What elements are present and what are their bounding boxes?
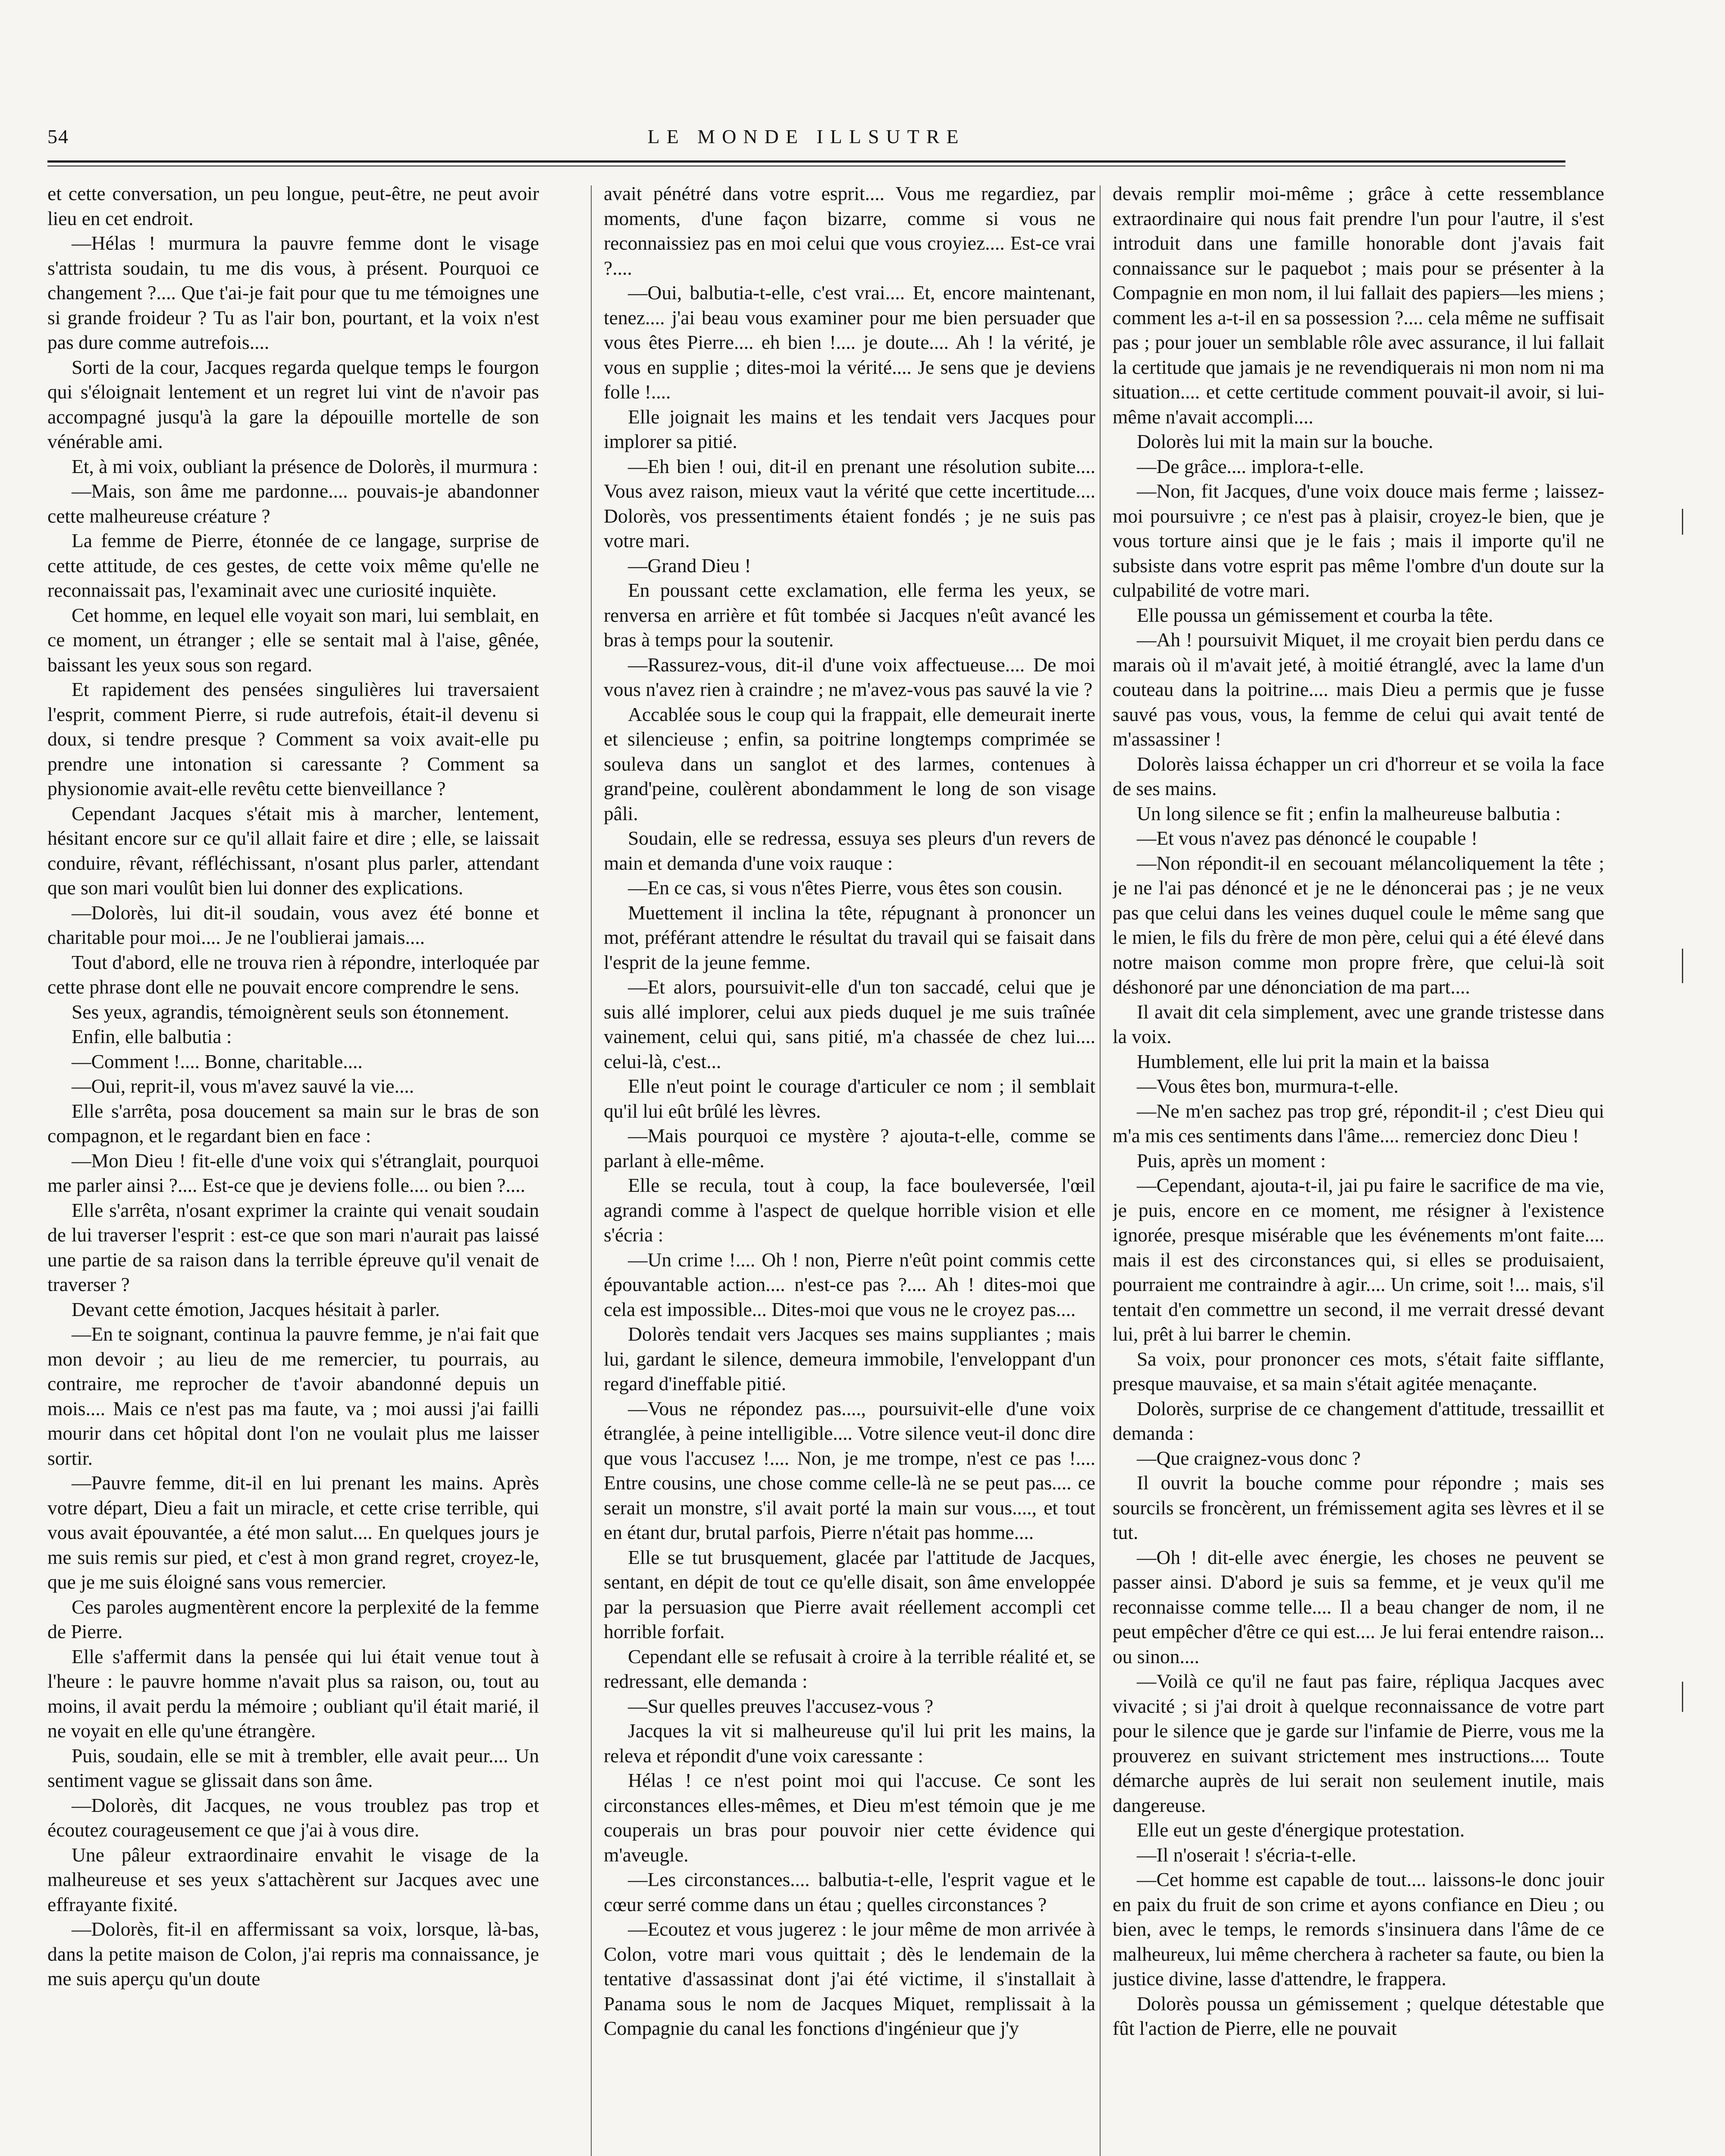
paragraph: Dolorès, surprise de ce changement d'attitude, tressaillit et demanda : (1113, 1397, 1604, 1444)
text-column-2 (604, 181, 1095, 2156)
paragraph: —Oh ! dit-elle avec énergie, les choses ne peuvent se passer ainsi. D'abord je suis sa femme, et je veux qu'il me reconnaisse comme telle.... Il a beau changer de nom, il ne peut empêcher d'être ce qui est.... Je lui ferai entendre raison... ou sinon.... (1113, 1546, 1604, 1667)
paragraph: —Mon Dieu ! fit-elle d'une voix qui s'étranglait, pourquoi me parler ainsi ?.... Est-ce que je deviens folle.... ou bien ?.... (47, 1149, 539, 1196)
paragraph: Enfin, elle balbutia : (72, 1025, 232, 1047)
paragraph: —Oui, reprit-il, vous m'avez sauvé la vie.... (72, 1075, 414, 1097)
paragraph: et cette conversation, un peu longue, peut-être, ne peut avoir lieu en cet endroit. (47, 182, 539, 229)
paragraph: Puis, soudain, elle se mit à trembler, elle avait peur.... Un sentiment vague se glissait dans son âme. (47, 1744, 539, 1791)
paragraph: —Ne m'en sachez pas trop gré, répondit-il ; c'est Dieu qui m'a mis ces sentiments dans l'âme.... remerciez donc Dieu ! (1113, 1100, 1604, 1147)
text-column-1 (47, 181, 539, 2156)
paragraph: Dolorès poussa un gémissement ; quelque détestable que fût l'action de Pierre, elle ne pouvait (1113, 1992, 1604, 2039)
paragraph: —Eh bien ! oui, dit-il en prenant une résolution subite.... Vous avez raison, mieux vaut la vérité que cette incertitude.... Dolorès, vos pressentiments étaient fondés ; je ne suis pas votre mari. (604, 455, 1095, 552)
paragraph: Dolorès laissa échapper un cri d'horreur et se voila la face de ses mains. (1113, 752, 1604, 799)
paragraph: Sa voix, pour prononcer ces mots, s'était faite sifflante, presque mauvaise, et sa main s'était agitée menaçante. (1113, 1348, 1604, 1395)
paragraph: Elle joignait les mains et les tendait vers Jacques pour implorer sa pitié. (604, 405, 1095, 452)
paragraph: Sorti de la cour, Jacques regarda quelque temps le fourgon qui s'éloignait lentement et un regret lui vint de n'avoir pas accompagné jusqu'à la gare la dépouille mortelle de son vénérable ami. (47, 356, 539, 452)
text-column-3 (1113, 181, 1604, 2156)
page-header (47, 116, 1565, 164)
paragraph: —En te soignant, continua la pauvre femme, je n'ai fait que mon devoir ; au lieu de me remercier, tu pourrais, au contraire, me reprocher de t'avoir abandonné depuis un mois.... Mais ce n'est pas ma faute, va ; moi aussi j'ai failli mourir dans cet hôpital dont l'on ne voulait plus me laisser sortir. (47, 1323, 539, 1469)
paragraph: —Dolorès, dit Jacques, ne vous troublez pas trop et écoutez courageusement ce que j'ai à vous dire. (47, 1794, 539, 1841)
scan-edge-mark (1682, 1682, 1683, 1712)
paragraph: Cet homme, en lequel elle voyait son mari, lui semblait, en ce moment, un étranger ; elle se sentait mal à l'aise, gênée, baissant les yeux sous son regard. (47, 604, 539, 676)
paragraph: Et, à mi voix, oubliant la présence de Dolorès, il murmura : (72, 455, 538, 477)
paragraph: —Sur quelles preuves l'accusez-vous ? (628, 1695, 934, 1717)
paragraph: Jacques la vit si malheureuse qu'il lui prit les mains, la releva et répondit d'une voix caressante : (604, 1720, 1095, 1767)
paragraph: —Et vous n'avez pas dénoncé le coupable ! (1137, 827, 1478, 849)
paragraph: Elle eut un geste d'énergique protestation. (1137, 1819, 1465, 1841)
paragraph: Il ouvrit la bouche comme pour répondre ; mais ses sourcils se froncèrent, un frémissement agita ses lèvres et il se tut. (1113, 1472, 1604, 1543)
paragraph: La femme de Pierre, étonnée de ce langage, surprise de cette attitude, de ces gestes, de cette voix même qu'elle ne reconnaissait pas, l'examinait avec une curiosité inquiète. (47, 530, 539, 601)
paragraph: —Et alors, poursuivit-elle d'un ton saccadé, celui que je suis allé implorer, celui aux pieds duquel je me suis traînée vainement, celui qui, sans pitié, m'a chassée de chez lui.... celui-là, c'est... (604, 976, 1095, 1072)
paragraph: Ces paroles augmentèrent encore la perplexité de la femme de Pierre. (47, 1595, 539, 1642)
paragraph: —Comment !.... Bonne, charitable.... (72, 1050, 363, 1072)
paragraph: —Cet homme est capable de tout.... laissons-le donc jouir en paix du fruit de son crime et ayons confiance en Dieu ; ou bien, avec le temps, le remords s'insinuera dans l'âme de ce malheureux, lui même cherchera à racheter sa faute, ou bien la justice divine, lasse d'attendre, le frappera. (1113, 1868, 1604, 1990)
paragraph: Elle se recula, tout à coup, la face bouleversée, l'œil agrandi comme à l'aspect de quelque horrible vision et elle s'écria : (604, 1174, 1095, 1246)
page-number: 54 (47, 125, 69, 147)
paragraph: —Que craignez-vous donc ? (1137, 1447, 1361, 1469)
paragraph: Ses yeux, agrandis, témoignèrent seuls son étonnement. (72, 1000, 509, 1023)
paragraph: —Grand Dieu ! (628, 554, 751, 577)
paragraph: Humblement, elle lui prit la main et la baissa (1137, 1050, 1490, 1072)
scan-edge-mark (1682, 949, 1683, 983)
paragraph: Devant cette émotion, Jacques hésitait à parler. (72, 1298, 440, 1320)
paragraph: Soudain, elle se redressa, essuya ses pleurs d'un revers de main et demanda d'une voix rauque : (604, 827, 1095, 874)
paragraph: —Dolorès, lui dit-il soudain, vous avez été bonne et charitable pour moi.... Je ne l'oublierai jamais.... (47, 901, 539, 948)
paragraph: —Mais, son âme me pardonne.... pouvais-je abandonner cette malheureuse créature ? (47, 480, 539, 527)
paragraph: Elle se tut brusquement, glacée par l'attitude de Jacques, sentant, en dépit de tout ce qu'elle disait, son âme enveloppée par la persuasion que Pierre avait réellement accompli cet horrible forfait. (604, 1546, 1095, 1642)
paragraph: —Mais pourquoi ce mystère ? ajouta-t-elle, comme se parlant à elle-même. (604, 1125, 1095, 1172)
paragraph: —Voilà ce qu'il ne faut pas faire, répliqua Jacques avec vivacité ; si j'ai droit à quelque reconnaissance de votre part pour le silence que je garde sur l'infamie de Pierre, vous me la prouverez en suivant strictement mes instructions.... Toute démarche auprès de lui serait non seulement inutile, mais dangereuse. (1113, 1670, 1604, 1816)
paragraph: —Pauvre femme, dit-il en lui prenant les mains. Après votre départ, Dieu a fait un miracle, et cette crise terrible, qui vous avait épouvantée, a été mon salut.... En quelques jours je me suis remis sur pied, et c'est à mon grand regret, croyez-le, que je me suis éloigné sans vous remercier. (47, 1472, 539, 1593)
paragraph: —Cependant, ajouta-t-il, jai pu faire le sacrifice de ma vie, je puis, encore en ce moment, me résigner à l'existence ignorée, presque misérable que les événements m'ont faite.... mais il est des circonstances qui, si elles se produisaient, pourraient me contraindre à agir.... Un crime, soit !... mais, s'il tentait d'en commettre un second, il me verrait dressé devant lui, prêt à lui barrer le chemin. (1113, 1174, 1604, 1345)
paragraph: —Vous êtes bon, murmura-t-elle. (1137, 1075, 1399, 1097)
paragraph: Elle n'eut point le courage d'articuler ce nom ; il semblait qu'il lui eût brûlé les lèvres. (604, 1075, 1095, 1122)
paragraph: Cependant elle se refusait à croire à la terrible réalité et, se redressant, elle demanda : (604, 1645, 1095, 1692)
paragraph: Cependant Jacques s'était mis à marcher, lentement, hésitant encore sur ce qu'il allait faire et dire ; elle, se laissait conduire, rêvant, réfléchissant, n'osant plus parler, attendant que son mari voulût bien lui donner des explications. (47, 802, 539, 899)
paragraph: Puis, après un moment : (1137, 1149, 1326, 1172)
scan-edge-mark (1682, 509, 1683, 535)
paragraph: Elle s'arrêta, posa doucement sa main sur le bras de son compagnon, et le regardant bien en face : (47, 1100, 539, 1147)
paragraph: Dolorès lui mit la main sur la bouche. (1137, 430, 1433, 452)
paragraph: —Ah ! poursuivit Miquet, il me croyait bien perdu dans ce marais où il m'avait jeté, à moitié étranglé, avec la lame d'un couteau dans la poitrine.... mais Dieu a permis que je fusse sauvé pas vous, vous, la femme de celui qui avait tenté de m'assassiner ! (1113, 629, 1604, 750)
paragraph: avait pénétré dans votre esprit.... Vous me regardiez, par moments, d'une façon bizarre, comme si vous ne reconnaissiez pas en moi celui que vous croyiez.... Est-ce vrai ?.... (604, 182, 1095, 279)
paragraph: —Vous ne répondez pas...., poursuivit-elle d'une voix étranglée, à peine intelligible.... Votre silence veut-il donc dire que vous l'accusez !.... Non, je me trompe, n'est ce pas !.... Entre cousins, une chose comme celle-là ne se peut pas.... ce serait un monstre, s'il avait porté la main sur vous...., et tout en étant dur, brutal parfois, Pierre n'était pas homme.... (604, 1397, 1095, 1543)
paragraph: Hélas ! ce n'est point moi qui l'accuse. Ce sont les circonstances elles-mêmes, et Dieu m'est témoin que je me couperais un bras pour pouvoir nier cette évidence qui m'aveugle. (604, 1769, 1095, 1866)
header-rule (47, 160, 1565, 163)
paragraph: Dolorès tendait vers Jacques ses mains suppliantes ; mais lui, gardant le silence, demeura immobile, l'enveloppant d'un regard d'ineffable pitié. (604, 1323, 1095, 1395)
paragraph: Muettement il inclina la tête, répugnant à prononcer un mot, préférant attendre le résultat du travail qui se faisait dans l'esprit de la jeune femme. (604, 901, 1095, 973)
paragraph: Elle s'affermit dans la pensée qui lui était venue tout à l'heure : le pauvre homme n'avait plus sa raison, ou, tout au moins, il avait perdu la mémoire ; oubliant qu'il était marié, il ne voyait en elle qu'une étrangère. (47, 1645, 539, 1742)
paragraph: —Non répondit-il en secouant mélancoliquement la tête ; je ne l'ai pas dénoncé et je ne le dénoncerai pas ; je ne veux pas que celui dans les veines duquel coule le même sang que le mien, le fils du frère de mon père, celui qui a été élevé dans notre maison comme mon propre frère, que celui-là soit déshonoré par une dénonciation de ma part.... (1113, 852, 1604, 998)
paragraph: —Ecoutez et vous jugerez : le jour même de mon arrivée à Colon, votre mari vous quittait ; dès le lendemain de la tentative d'assassinat dont j'ai été victime, il s'installait à Panama sous le nom de Jacques Miquet, remplissait à la Compagnie du canal les fonctions d'ingénieur que j'y (604, 1918, 1095, 2039)
paragraph: devais remplir moi-même ; grâce à cette ressemblance extraordinaire qui nous fait prendre l'un pour l'autre, il s'est introduit dans une famille honorable dont j'avais fait connaissance sur le paquebot ; mais pour se présenter à la Compagnie en mon nom, il lui fallait des papiers—les miens ; comment les a-t-il en sa possession ?.... cela même ne suffisait pas ; pour jouer un semblable rôle avec assurance, il lui fallait la certitude que jamais je ne revendiquerais ni mon nom ni ma situation.... et cette certitude comment pouvait-il avoir, si lui-même n'avait accompli.... (1113, 182, 1604, 428)
column-divider (591, 185, 592, 2156)
paragraph: —De grâce.... implora-t-elle. (1137, 455, 1364, 477)
column-divider (1100, 185, 1101, 2156)
paragraph: Elle s'arrêta, n'osant exprimer la crainte qui venait soudain de lui traverser l'esprit : est-ce que son mari n'aurait pas laissé une partie de sa raison dans la terrible épreuve qu'il venait de traverser ? (47, 1199, 539, 1295)
paragraph: —Oui, balbutia-t-elle, c'est vrai.... Et, encore maintenant, tenez.... j'ai beau vous examiner pour me bien persuader que vous êtes Pierre.... eh bien !.... je doute.... Ah ! la vérité, je vous en supplie ; dites-moi la vérité.... Je sens que je deviens folle !.... (604, 282, 1095, 403)
paragraph: Une pâleur extraordinaire envahit le visage de la malheureuse et ses yeux s'attachèrent sur Jacques avec une effrayante fixité. (47, 1843, 539, 1915)
paragraph: Et rapidement des pensées singulières lui traversaient l'esprit, comment Pierre, si rude autrefois, était-il devenu si doux, si tendre presque ? Comment sa voix avait-elle pu prendre une intonation si caressante ? Comment sa physionomie avait-elle revêtu cette bienveillance ? (47, 678, 539, 799)
paragraph: —Il n'oserait ! s'écria-t-elle. (1137, 1843, 1357, 1866)
paragraph: Accablée sous le coup qui la frappait, elle demeurait inerte et silencieuse ; enfin, sa poitrine longtemps comprimée se souleva dans un sanglot et des larmes, contenues à grand'peine, coulèrent abondamment le long de son visage pâli. (604, 703, 1095, 824)
paragraph: Un long silence se fit ; enfin la malheureuse balbutia : (1137, 802, 1561, 824)
paragraph: Tout d'abord, elle ne trouva rien à répondre, interloquée par cette phrase dont elle ne pouvait encore comprendre le sens. (47, 951, 539, 998)
paragraph: En poussant cette exclamation, elle ferma les yeux, se renversa en arrière et fût tombée si Jacques n'eût avancé les bras à temps pour la soutenir. (604, 579, 1095, 651)
paragraph: Il avait dit cela simplement, avec une grande tristesse dans la voix. (1113, 1000, 1604, 1047)
paragraph: —Hélas ! murmura la pauvre femme dont le visage s'attrista soudain, tu me dis vous, à présent. Pourquoi ce changement ?.... Que t'ai-je fait pour que tu me témoignes une si grande froideur ? Tu as l'air bon, pourtant, et la voix n'est pas dure comme autrefois.... (47, 232, 539, 353)
paragraph: —Non, fit Jacques, d'une voix douce mais ferme ; laissez-moi poursuivre ; ce n'est pas à plaisir, croyez-le bien, que je vous torture ainsi que je le fais ; mais il importe qu'il ne subsiste dans votre esprit pas même l'ombre d'un doute sur la culpabilité de votre mari. (1113, 480, 1604, 601)
paragraph: —Rassurez-vous, dit-il d'une voix affectueuse.... De moi vous n'avez rien à craindre ; ne m'avez-vous pas sauvé la vie ? (604, 653, 1095, 700)
paragraph: —Dolorès, fit-il en affermissant sa voix, lorsque, là-bas, dans la petite maison de Colon, j'ai repris ma connaissance, je me suis aperçu qu'un doute (47, 1918, 539, 1990)
paragraph: —Les circonstances.... balbutia-t-elle, l'esprit vague et le cœur serré comme dans un étau ; quelles circonstances ? (604, 1868, 1095, 1915)
paragraph: —Un crime !.... Oh ! non, Pierre n'eût point commis cette épouvantable action.... n'est-ce pas ?.... Ah ! dites-moi que cela est impossible... Dites-moi que vous ne le croyez pas.... (604, 1248, 1095, 1320)
paragraph: —En ce cas, si vous n'êtes Pierre, vous êtes son cousin. (628, 877, 1063, 899)
journal-title: LE MONDE ILLSUTRE (647, 125, 966, 147)
paragraph: Elle poussa un gémissement et courba la tête. (1137, 604, 1493, 626)
